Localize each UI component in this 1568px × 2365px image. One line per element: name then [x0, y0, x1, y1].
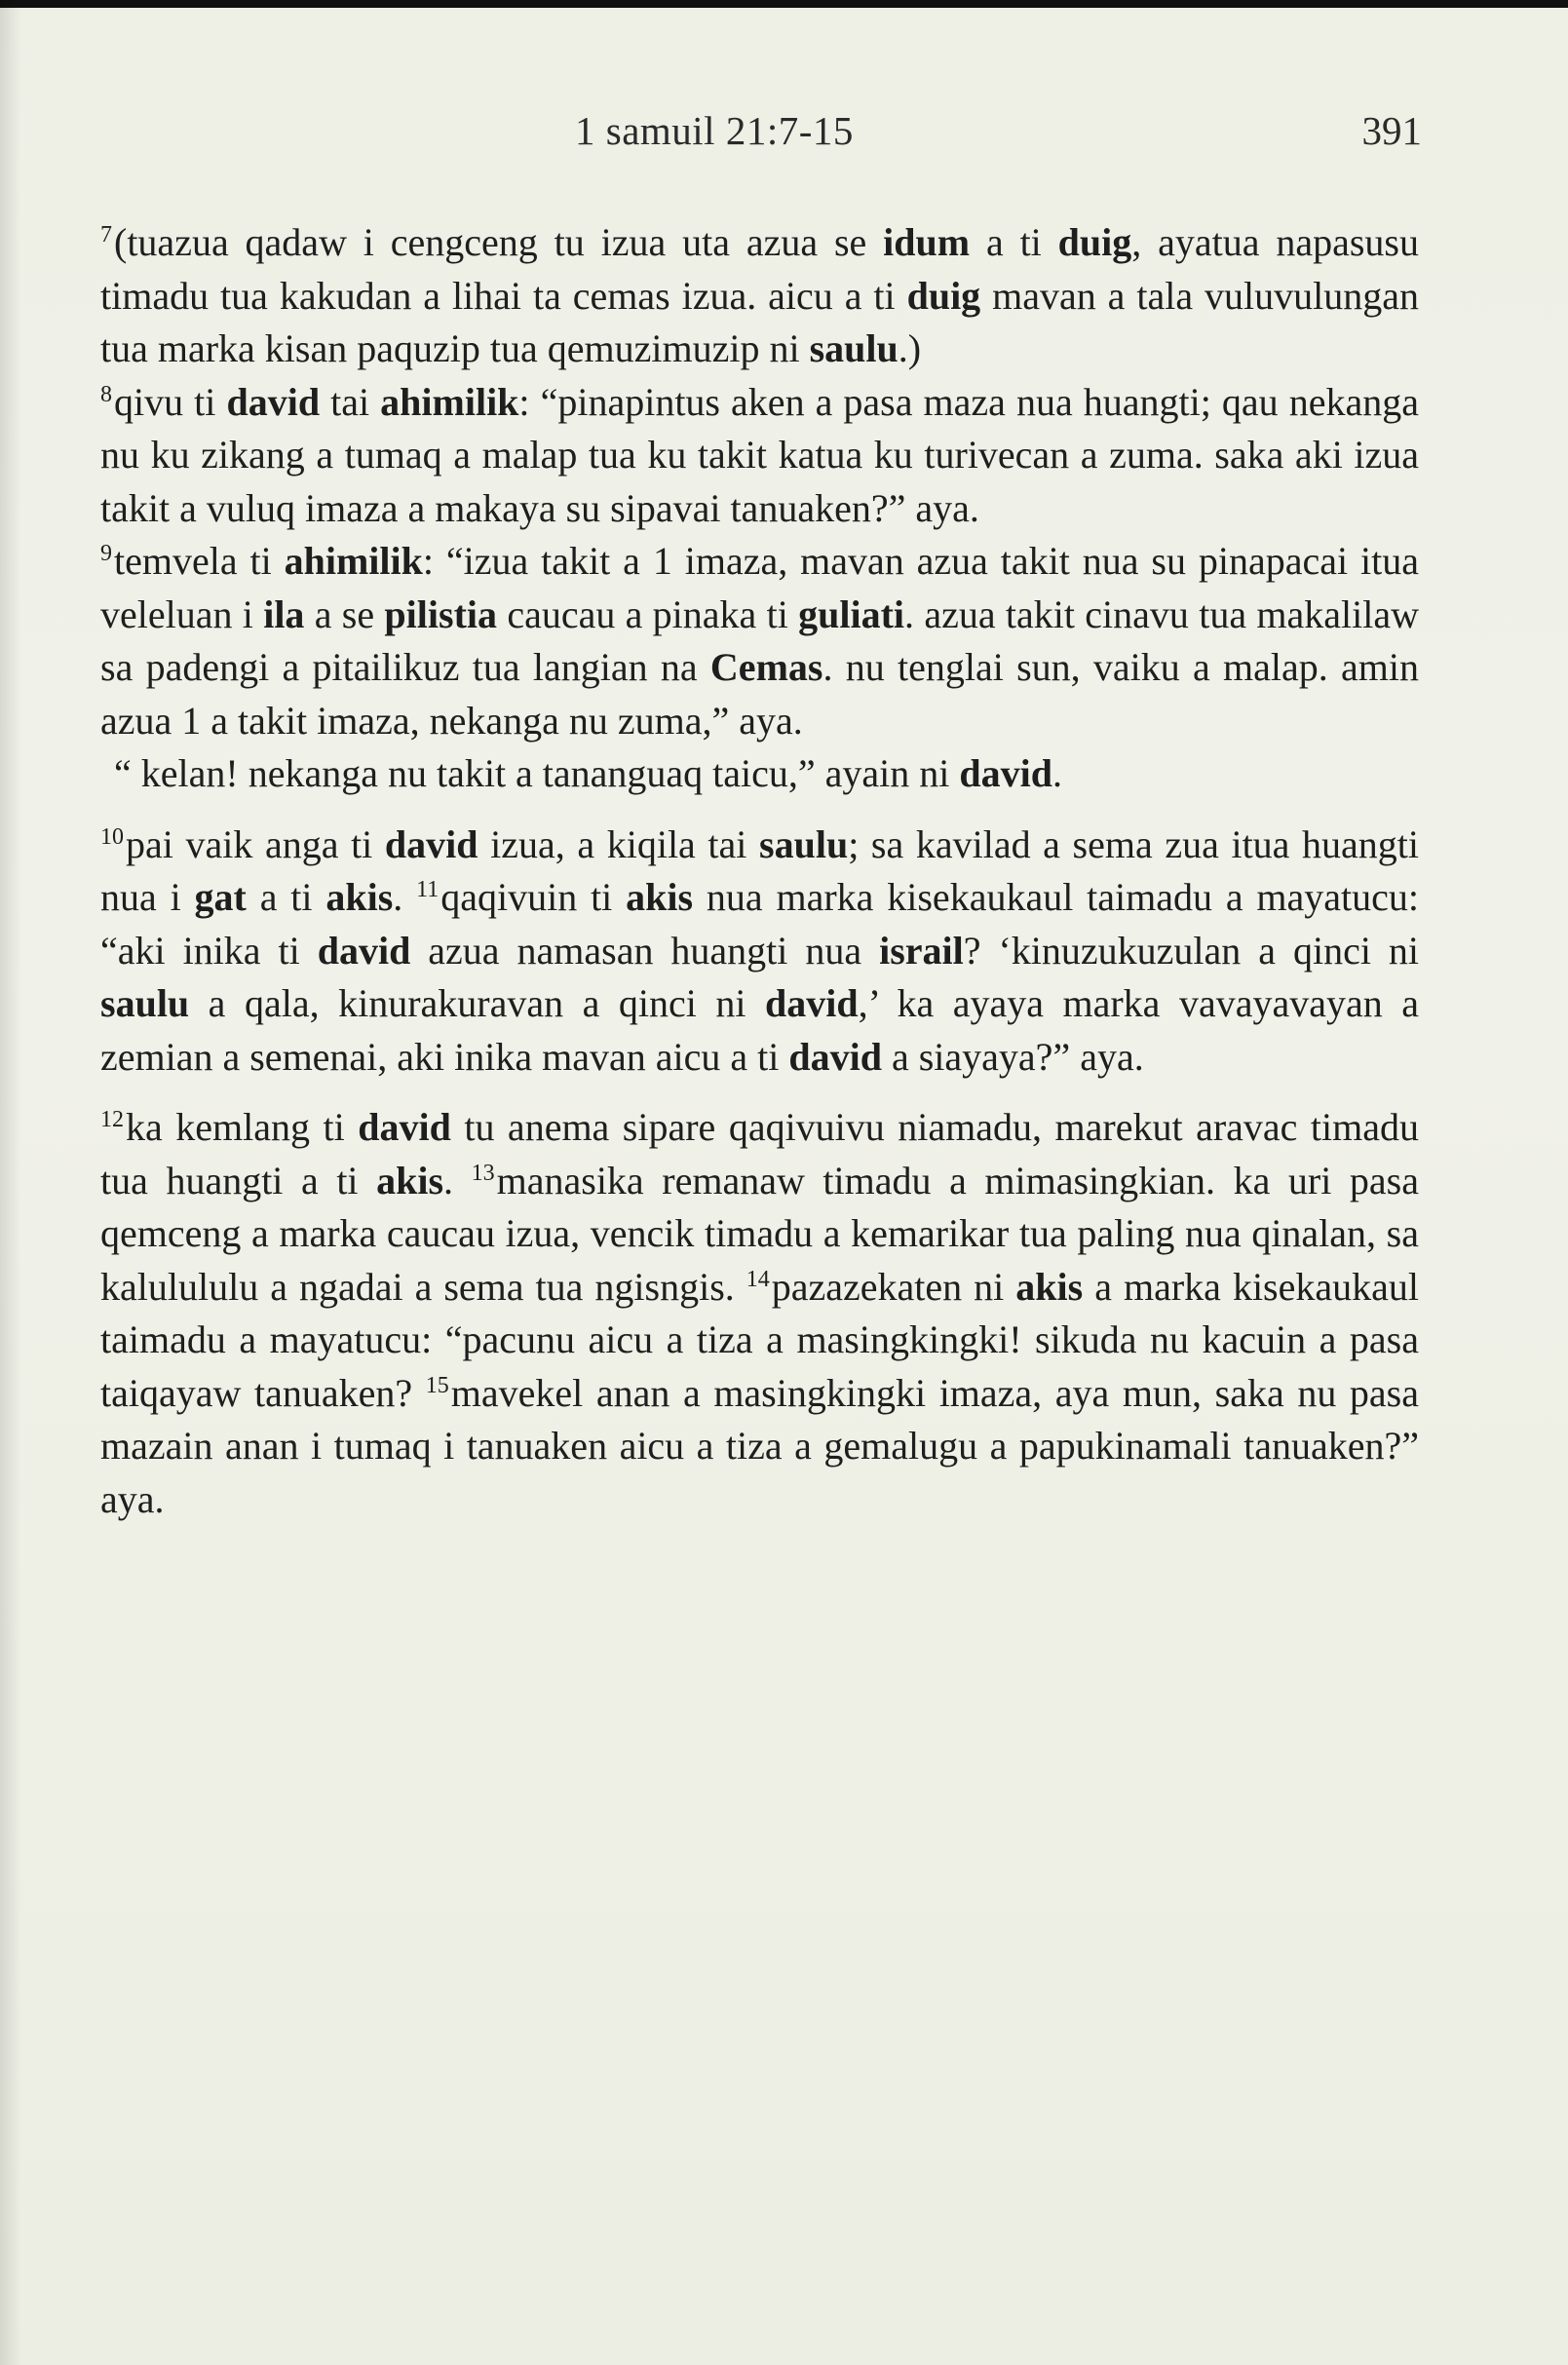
bold-name: akis [1015, 1264, 1084, 1309]
running-head [0, 107, 1568, 166]
paragraph [100, 535, 1419, 747]
bold-name: david [384, 821, 478, 866]
text-run: (tuazua qadaw i cengceng tu izua uta azua se [114, 220, 884, 264]
text-run: : “izua takit a 1 imaza, mavan azua takit nua su pinapacai itua veleluan i [100, 539, 1420, 636]
body-text [100, 216, 1419, 1526]
bold-name: ila [263, 591, 305, 636]
text-run: mavan a tala vuluvulungan tua marka kisan paquzip tua qemuzimuzip ni [100, 273, 1419, 370]
bold-name: david [788, 1034, 882, 1079]
text-run: tu anema sipare qaqivuivu niamadu, marekut aravac timadu tua huangti a ti [100, 1105, 1420, 1202]
bold-name: akis [325, 875, 394, 919]
page-top-edge [0, 0, 1568, 8]
text-run: a qala, kinurakuravan a qinci ni [189, 981, 765, 1025]
text-run: azua namasan huangti nua [410, 928, 880, 973]
bold-name: david [764, 981, 859, 1025]
text-run: , ayatua napasusu timadu tua kakudan a lihai ta cemas izua. aicu a ti [100, 220, 1420, 318]
text-run: .) [898, 326, 922, 370]
bold-name: guliati [798, 591, 905, 636]
text-run: a ti [970, 220, 1058, 264]
text-run: ,’ ka ayaya marka vavayavayan a zemian a semenai, aki inika mavan aicu a ti [100, 981, 1419, 1079]
bold-name: Cemas [709, 645, 823, 689]
text-run: a ti [246, 875, 326, 919]
text-run: manasika remanaw timadu a mimasingkian. ka uri pasa qemceng a marka caucau izua, vencik timadu a kemarikar tua paling nua qinalan, sa kalulululu a ngadai a sema tua ngisngis. [100, 1158, 1420, 1309]
bold-name: saulu [809, 326, 899, 370]
bold-name: david [317, 928, 411, 973]
running-title: 1 samuil 21:7-15 [575, 108, 854, 153]
verse-number: 15 [425, 1372, 449, 1398]
bold-name: ahimilik [284, 539, 423, 583]
paragraph [100, 216, 1419, 376]
text-run: izua, a kiqila tai [478, 821, 760, 866]
verse-number: 9 [100, 541, 112, 566]
text-run: mavekel anan a masingkingki imaza, aya mun, saka nu pasa mazain anan i tumaq i tanuaken aicu a tiza a gemalugu a papukinamali tanuaken?” aya. [100, 1370, 1419, 1521]
verse-number: 13 [471, 1160, 495, 1186]
text-run: . [1052, 751, 1063, 795]
text-run: ka kemlang ti [126, 1105, 359, 1149]
text-run: pai vaik anga ti [126, 821, 385, 866]
text-run: . [443, 1158, 472, 1202]
verse-number: 11 [416, 877, 440, 902]
verse-number: 7 [100, 222, 112, 248]
text-run: tai [320, 379, 381, 424]
verse-number: 8 [100, 381, 112, 407]
bold-name: david [226, 379, 321, 424]
text-run: temvela ti [114, 539, 285, 583]
text-run: ? ‘kinuzukuzulan a qinci ni [963, 928, 1420, 973]
bold-name: pilistia [384, 591, 498, 636]
text-run: : “pinapintus aken a pasa maza nua huangti; qau nekanga nu ku zikang a tumaq a malap tua ku takit katua ku turivecan a zuma. saka aki izua takit a vuluq imaza a makaya su sipavai tanuaken?” aya. [100, 379, 1419, 530]
text-run: nua marka kisekaukaul taimadu a mayatucu: “aki inika ti [100, 875, 1420, 973]
paragraph [100, 819, 1419, 1085]
bold-name: idum [883, 220, 971, 264]
bold-name: akis [626, 875, 694, 919]
bold-name: david [959, 751, 1053, 795]
text-run: a siayaya?” aya. [881, 1034, 1144, 1079]
bold-name: gat [194, 875, 247, 919]
paragraph [100, 376, 1419, 536]
page-number: 391 [1361, 108, 1422, 153]
verse-number: 10 [100, 823, 124, 850]
page-gutter-shadow [0, 0, 21, 2365]
text-run: caucau a pinaka ti [497, 591, 799, 636]
bold-name: israil [879, 928, 964, 973]
paragraph [100, 747, 1419, 801]
text-run: ; sa kavilad a sema zua itua huangti nua i [100, 821, 1420, 919]
text-run: “ kelan! nekanga nu takit a tananguaq taicu,” ayain ni [114, 751, 960, 795]
bold-name: duig [906, 273, 981, 318]
verse-number: 14 [746, 1266, 770, 1292]
bold-name: saulu [759, 821, 849, 866]
text-run: qivu ti [114, 379, 227, 424]
text-run: pazazekaten ni [771, 1264, 1016, 1309]
bold-name: akis [376, 1158, 444, 1202]
text-run: a marka kisekaukaul taimadu a mayatucu: “pacunu aicu a tiza a masingkingki! sikuda nu kacuin a pasa taiqayaw tanuaken? [100, 1264, 1419, 1415]
verse-number: 12 [100, 1107, 124, 1132]
paragraph [100, 1101, 1419, 1526]
text-run: a se [304, 591, 385, 636]
bold-name: saulu [100, 981, 190, 1025]
text-run: qaqivuin ti [440, 875, 627, 919]
text-run: . nu tenglai sun, vaiku a malap. amin azua 1 a takit imaza, nekanga nu zuma,” aya. [100, 645, 1420, 743]
bold-name: duig [1057, 220, 1132, 264]
bold-name: ahimilik [380, 379, 519, 424]
text-run: . azua takit cinavu tua makalilaw sa padengi a pitailikuz tua langian na [100, 591, 1419, 689]
text-run: . [393, 875, 417, 919]
bold-name: david [358, 1105, 451, 1149]
